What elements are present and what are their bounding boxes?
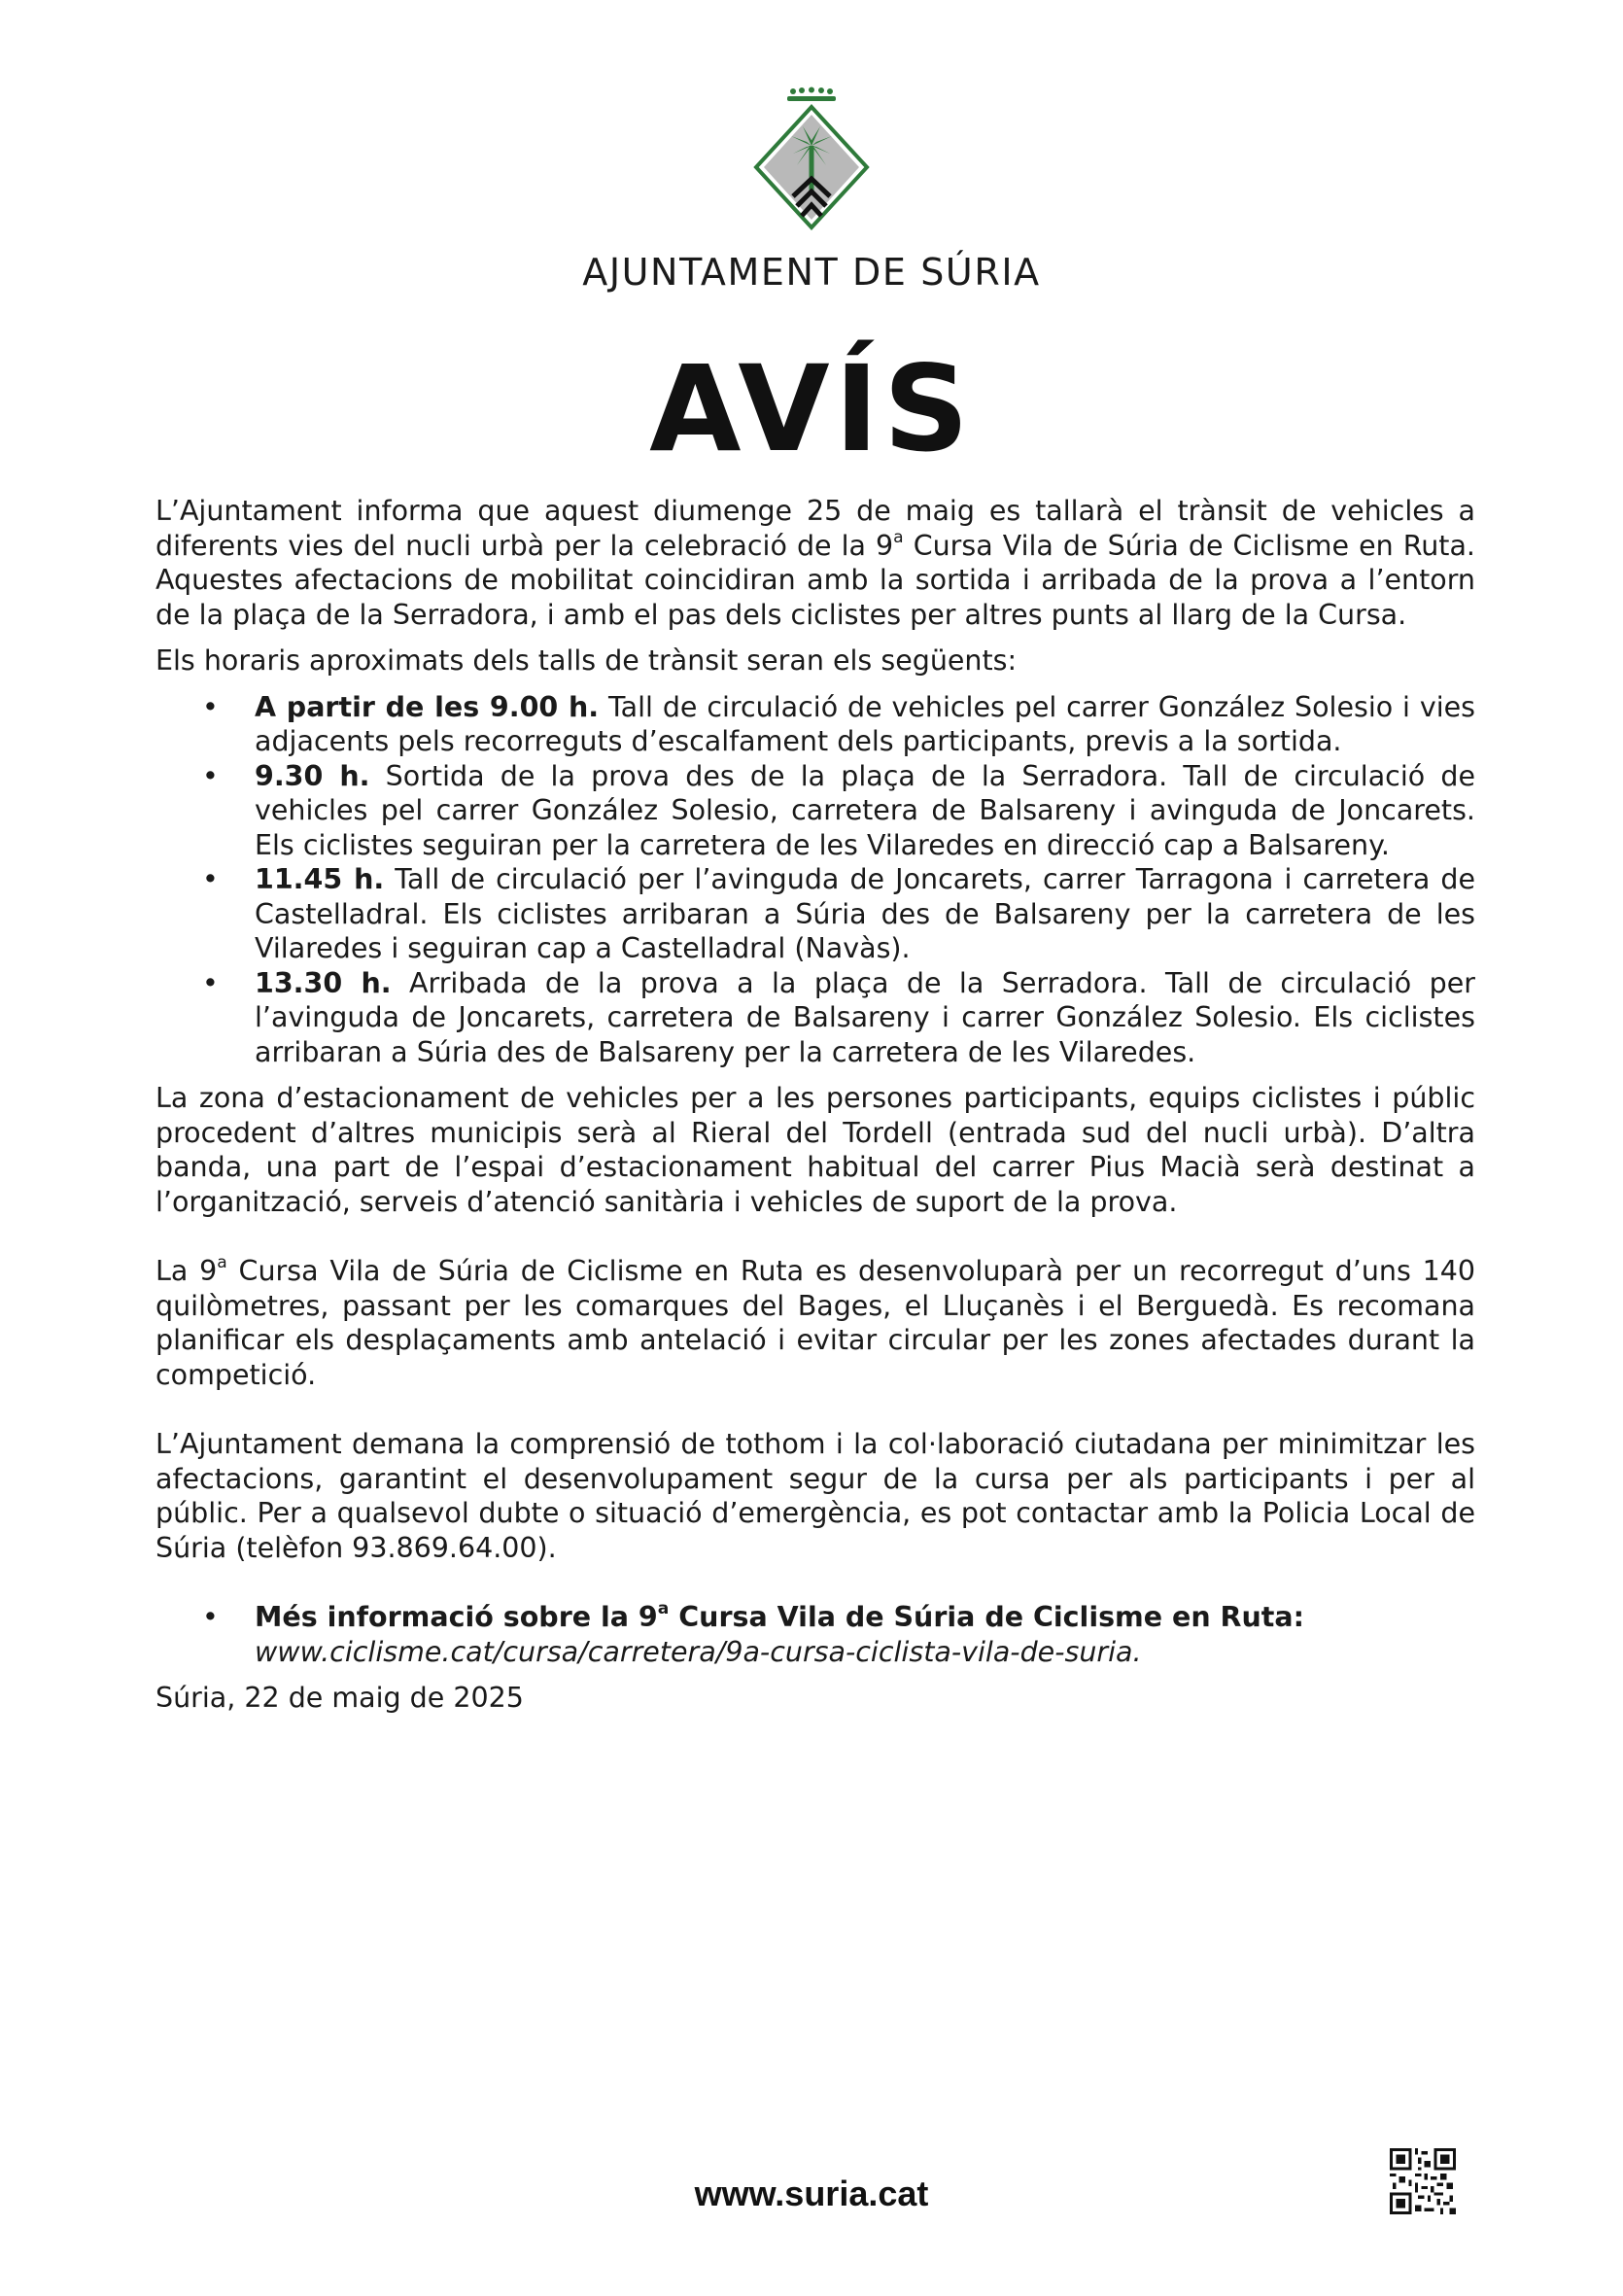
bullet-icon: • [202,690,219,723]
bullet-icon: • [202,863,219,895]
more-info-item [155,1600,1475,1669]
footer-website-link[interactable]: www.suria.cat [694,2174,929,2213]
qr-code-icon[interactable] [1390,2148,1456,2214]
bullet-icon: • [202,1601,219,1633]
schedule-item: • 9.30 h. Sortida de la prova des de la plaça de la Serradora. Tall de circulació de vehicles pel carrer González Solesio, carretera de Balsareny i avinguda de Joncarets. Els ciclistes seguiran per la carretera de les Vilaredes en direcció cap a Balsareny. [202,759,1475,861]
bullet-icon: • [202,966,219,999]
schedule-item: • 13.30 h. Arribada de la prova a la plaça de la Serradora. Tall de circulació per l’avinguda de Joncarets, carretera de Balsareny i carrer González Solesio. Els ciclistes arribaran a Súria des de Balsareny per la carretera de les Vilaredes. [202,966,1476,1068]
schedule-intro: Els horaris aproximats dels talls de trànsit seran els següents: [155,644,1018,677]
bullet-icon: • [202,759,219,792]
notice-title: AVÍS [649,340,974,478]
parking-paragraph: La zona d’estacionament de vehicles per a les persones participants, equips ciclistes i públic procedent d’altres municipis serà al Rieral del Tordell (entrada sud del nucli urbà). D’altra banda, una part de l’espai d’estacionament habitual del carrer Pius Macià serà destinat a l’organització, serveis d’atenció sanitària i vehicles de suport de la prova. [155,1082,1475,1218]
schedule-item: • A partir de les 9.00 h. Tall de circulació de vehicles pel carrer González Solesio i vies adjacents pels recorreguts d’escalfament dels participants, previs a la sortida. [202,690,1476,757]
intro-paragraph: L’Ajuntament informa que aquest diumenge 25 de maig es tallarà el trànsit de vehicles a diferents vies del nucli urbà per la celebració de la 9$^a$ Cursa Vila de Súria de Ciclisme en Ruta. Aquestes afectacions de mobilitat coincidiran amb la sortida i arribada de la prova a l’entorn de la plaça de la Serradora, i amb el pas dels ciclistes per altres punts al llarg de la Cursa. [155,495,1475,631]
more-info-label: Més informació sobre la 9$^a$ Cursa Vila de Súria de Ciclisme en Ruta: [255,1599,1305,1633]
appeal-paragraph: L’Ajuntament demana la comprensió de tothom i la col·laboració ciutadana per minimitzar les afectacions, garantint el desenvolupament segur de la cursa per als participants i per al públic. Per a qualsevol dubte o situació d’emergència, es pot contactar amb la Policia Local de Súria (telèfon 93.869.64.00). [155,1428,1475,1564]
schedule-item: • 11.45 h. Tall de circulació per l’avinguda de Joncarets, carrer Tarragona i carretera de Castelladral. Els ciclistes arribaran a Súria des de Balsareny per la carretera de les Vilaredes i seguiran cap a Castelladral (Navàs). [202,863,1476,964]
organization-name: AJUNTAMENT DE SÚRIA [582,251,1041,294]
coat-of-arms-icon [748,82,875,237]
schedule-list [155,690,1475,1070]
notice-body [155,494,1475,1716]
municipal-coat-of-arms [0,82,1623,237]
more-info-list [155,1600,1475,1669]
date-line: Súria, 22 de maig de 2025 [155,1682,524,1714]
more-info-link[interactable]: www.ciclisme.cat/cursa/carretera/9a-cursa-ciclista-vila-de-suria. [255,1635,1142,1668]
route-paragraph: La 9$^a$ Cursa Vila de Súria de Ciclisme en Ruta es desenvoluparà per un recorregut d’uns 140 quilòmetres, passant per les comarques del Bages, el Lluçanès i el Berguedà. Es recomana planificar els desplaçaments amb antelació i evitar circular per les zones afectades durant la competició. [155,1253,1475,1391]
